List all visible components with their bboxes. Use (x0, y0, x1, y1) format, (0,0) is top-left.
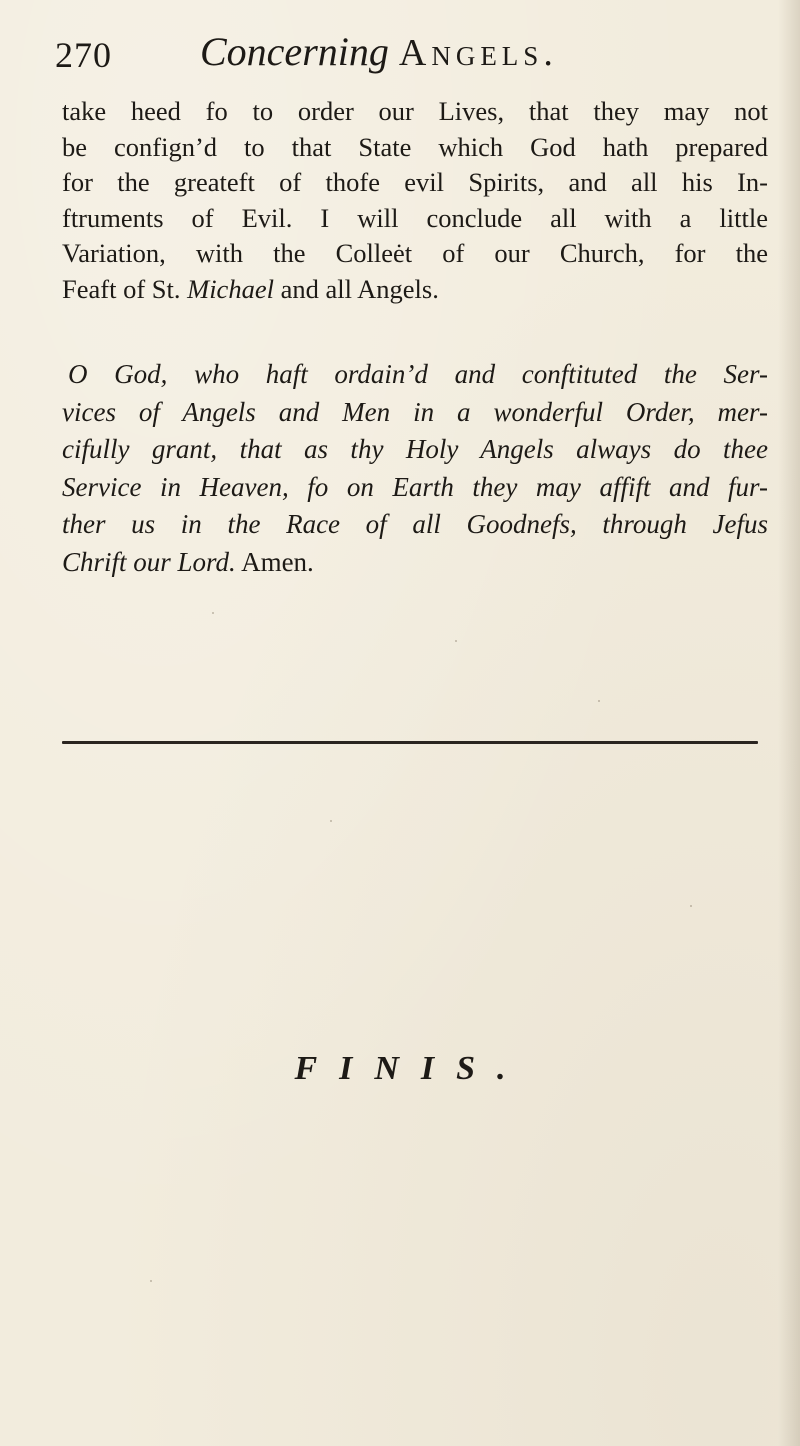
prayer-line: vices of Angels and Men in a wonderful Order, mer- (62, 396, 768, 427)
body-line-last (62, 272, 768, 308)
running-header (55, 28, 755, 88)
body-line: take heed fo to order our Lives, that they may not (62, 96, 768, 126)
paper-speck (212, 612, 214, 614)
prayer-line: ther us in the Race of all Goodnefs, through Jefus (62, 509, 768, 539)
prayer-line-last (62, 544, 768, 582)
running-title-caps: Angels. (398, 32, 558, 74)
body-line: be confign’d to that State which God hath prepared (62, 131, 768, 162)
paper-speck (598, 700, 600, 702)
prayer-line: cifully grant, that as thy Holy Angels always do thee (62, 434, 768, 464)
saint-name: Michael (187, 273, 274, 304)
prayer-line: Service in Heaven, fo on Earth they may affift and fur- (62, 471, 768, 502)
finis-colophon: FINIS. (294, 1050, 528, 1087)
horizontal-rule (62, 741, 758, 744)
page-edge-shadow (778, 0, 800, 1446)
body-line: ftruments of Evil. I will conclude all with a little (62, 202, 768, 233)
paper-speck (690, 905, 692, 907)
running-title-word: Concerning (200, 29, 389, 74)
paper-speck (455, 640, 457, 642)
body-line-last-suffix: and all Angels. (273, 273, 439, 304)
prayer-line-last-italic: Chrift our Lord. (62, 546, 236, 577)
running-title (200, 28, 558, 75)
collect-prayer (62, 356, 768, 581)
paper-speck (330, 820, 332, 822)
prayer-line: O God, who haft ordain’d and conftituted the Ser- (68, 359, 768, 389)
paper-speck (150, 1280, 152, 1282)
body-line: for the greateft of thofe evil Spirits, and all his In- (62, 167, 768, 197)
body-line: Variation, with the Colleėt of our Church, for the (62, 238, 768, 268)
body-line-last-prefix: Feaft of St. (62, 273, 188, 304)
body-paragraph (62, 94, 768, 307)
page-number: 270 (55, 35, 112, 75)
prayer-amen: Amen. (235, 546, 314, 577)
